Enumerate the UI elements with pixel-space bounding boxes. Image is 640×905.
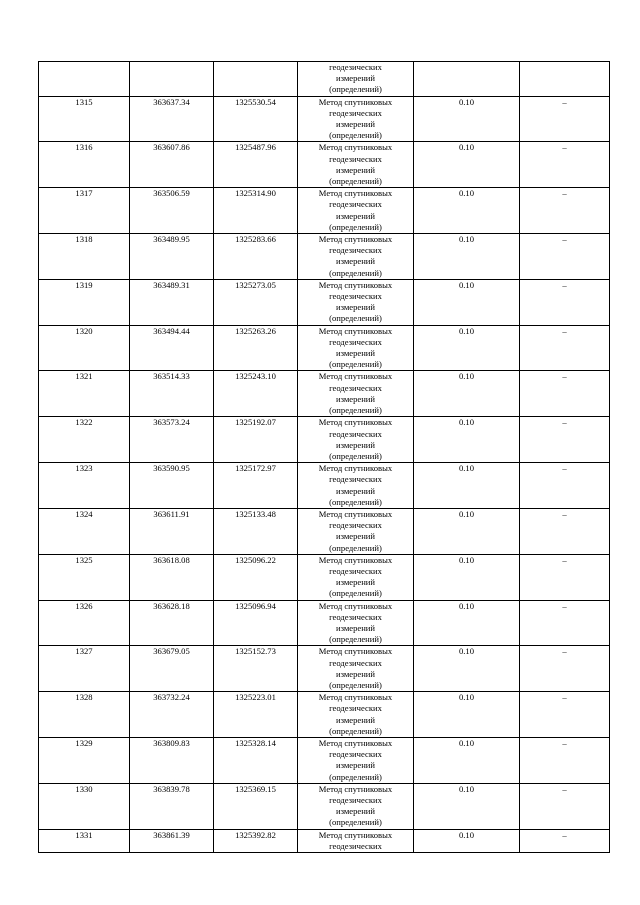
table-row [39,737,610,783]
table-row [39,829,610,852]
cell-note [520,279,610,325]
table-row [39,188,610,234]
cell-accuracy: 0.10 [414,737,520,783]
cell-accuracy: 0.10 [414,279,520,325]
cell-point-number: 1321 [39,371,130,417]
cell-accuracy: 0.10 [414,783,520,829]
cell-method: Метод спутниковых геодезических измерений (определений) [298,508,414,554]
cell-accuracy [414,62,520,97]
cell-x: 363839.78 [130,783,214,829]
cell-method: Метод спутниковых геодезических измерений (определений) [298,417,414,463]
cell-y: 1325192.07 [214,417,298,463]
cell-accuracy: 0.10 [414,692,520,738]
cell-point-number: 1327 [39,646,130,692]
cell-accuracy: 0.10 [414,600,520,646]
note-dash: – [562,371,567,382]
cell-accuracy: 0.10 [414,646,520,692]
cell-y: 1325328.14 [214,737,298,783]
cell-point-number: 1316 [39,142,130,188]
cell-x: 363732.24 [130,692,214,738]
cell-note [520,325,610,371]
cell-method: Метод спутниковых геодезических измерений (определений) [298,646,414,692]
cell-y: 1325133.48 [214,508,298,554]
cell-point-number: 1317 [39,188,130,234]
cell-x: 363618.08 [130,554,214,600]
note-dash: – [562,508,567,519]
cell-note [520,371,610,417]
cell-note [520,463,610,509]
cell-method: Метод спутниковых геодезических измерений (определений) [298,96,414,142]
note-dash: – [562,783,567,794]
cell-y: 1325530.54 [214,96,298,142]
cell-note [520,234,610,280]
cell-x: 363809.83 [130,737,214,783]
table-row-continued [39,62,610,97]
cell-x: 363590.95 [130,463,214,509]
cell-point-number [39,62,130,97]
cell-x: 363514.33 [130,371,214,417]
cell-accuracy: 0.10 [414,142,520,188]
note-dash: – [562,417,567,428]
cell-method: Метод спутниковых геодезических измерений (определений) [298,279,414,325]
cell-y: 1325392.82 [214,829,298,852]
table-row [39,325,610,371]
cell-note [520,829,610,852]
cell-y: 1325263.26 [214,325,298,371]
table-row [39,463,610,509]
table-row [39,692,610,738]
cell-accuracy: 0.10 [414,96,520,142]
cell-point-number: 1319 [39,279,130,325]
cell-point-number: 1328 [39,692,130,738]
cell-point-number: 1330 [39,783,130,829]
note-dash: – [562,142,567,153]
cell-method: Метод спутниковых геодезических измерений (определений) [298,692,414,738]
cell-y: 1325223.01 [214,692,298,738]
cell-y: 1325283.66 [214,234,298,280]
cell-point-number: 1318 [39,234,130,280]
cell-method: Метод спутниковых геодезических измерений (определений) [298,783,414,829]
cell-y: 1325152.73 [214,646,298,692]
cell-method: Метод спутниковых геодезических измерений (определений) [298,142,414,188]
cell-x: 363494.44 [130,325,214,371]
note-dash: – [562,737,567,748]
coordinates-table [38,61,610,853]
cell-note [520,508,610,554]
cell-accuracy: 0.10 [414,188,520,234]
cell-y: 1325487.96 [214,142,298,188]
cell-accuracy: 0.10 [414,325,520,371]
note-dash: – [562,96,567,107]
note-dash: – [562,554,567,565]
table-row [39,554,610,600]
cell-x: 363679.05 [130,646,214,692]
cell-point-number: 1329 [39,737,130,783]
note-dash: – [562,325,567,336]
cell-x: 363506.59 [130,188,214,234]
cell-y: 1325314.90 [214,188,298,234]
cell-x: 363861.39 [130,829,214,852]
cell-y [214,62,298,97]
cell-accuracy: 0.10 [414,829,520,852]
cell-note [520,96,610,142]
note-dash: – [562,463,567,474]
cell-method: Метод спутниковых геодезических измерений (определений) [298,325,414,371]
cell-accuracy: 0.10 [414,234,520,280]
cell-accuracy: 0.10 [414,371,520,417]
cell-y: 1325273.05 [214,279,298,325]
cell-note [520,554,610,600]
cell-point-number: 1323 [39,463,130,509]
cell-accuracy: 0.10 [414,417,520,463]
cell-y: 1325172.97 [214,463,298,509]
cell-point-number: 1326 [39,600,130,646]
table-row [39,279,610,325]
cell-method: Метод спутниковых геодезических измерений (определений) [298,554,414,600]
cell-method: Метод спутниковых геодезических [298,829,414,852]
note-dash: – [562,600,567,611]
cell-method: Метод спутниковых геодезических измерений (определений) [298,234,414,280]
note-dash: – [562,646,567,657]
cell-y: 1325096.94 [214,600,298,646]
note-dash: – [562,829,567,840]
cell-x: 363489.95 [130,234,214,280]
cell-note [520,783,610,829]
cell-note [520,737,610,783]
cell-point-number: 1325 [39,554,130,600]
cell-accuracy: 0.10 [414,463,520,509]
cell-point-number: 1315 [39,96,130,142]
cell-note [520,692,610,738]
table-row [39,508,610,554]
table-row [39,600,610,646]
note-dash: – [562,279,567,290]
cell-x: 363607.86 [130,142,214,188]
cell-y: 1325369.15 [214,783,298,829]
cell-point-number: 1331 [39,829,130,852]
cell-x: 363628.18 [130,600,214,646]
cell-method: Метод спутниковых геодезических измерений (определений) [298,371,414,417]
table-row [39,417,610,463]
cell-note [520,188,610,234]
cell-y: 1325243.10 [214,371,298,417]
table-row [39,646,610,692]
cell-y: 1325096.22 [214,554,298,600]
cell-accuracy: 0.10 [414,508,520,554]
cell-point-number: 1322 [39,417,130,463]
note-dash: – [562,234,567,245]
note-dash: – [562,188,567,199]
table-row [39,142,610,188]
cell-x: 363611.91 [130,508,214,554]
cell-method: Метод спутниковых геодезических измерений (определений) [298,188,414,234]
cell-x: 363637.34 [130,96,214,142]
cell-method: Метод спутниковых геодезических измерений (определений) [298,463,414,509]
cell-note [520,142,610,188]
cell-point-number: 1320 [39,325,130,371]
cell-method: геодезических измерений (определений) [298,62,414,97]
table-row [39,234,610,280]
cell-x [130,62,214,97]
cell-accuracy: 0.10 [414,554,520,600]
cell-method: Метод спутниковых геодезических измерений (определений) [298,600,414,646]
table-row [39,783,610,829]
cell-x: 363489.31 [130,279,214,325]
cell-x: 363573.24 [130,417,214,463]
table-body [39,62,610,853]
cell-method: Метод спутниковых геодезических измерений (определений) [298,737,414,783]
cell-note [520,417,610,463]
table-row [39,96,610,142]
cell-note [520,600,610,646]
cell-point-number: 1324 [39,508,130,554]
table-row [39,371,610,417]
cell-note [520,646,610,692]
note-dash: – [562,692,567,703]
cell-note [520,62,610,97]
